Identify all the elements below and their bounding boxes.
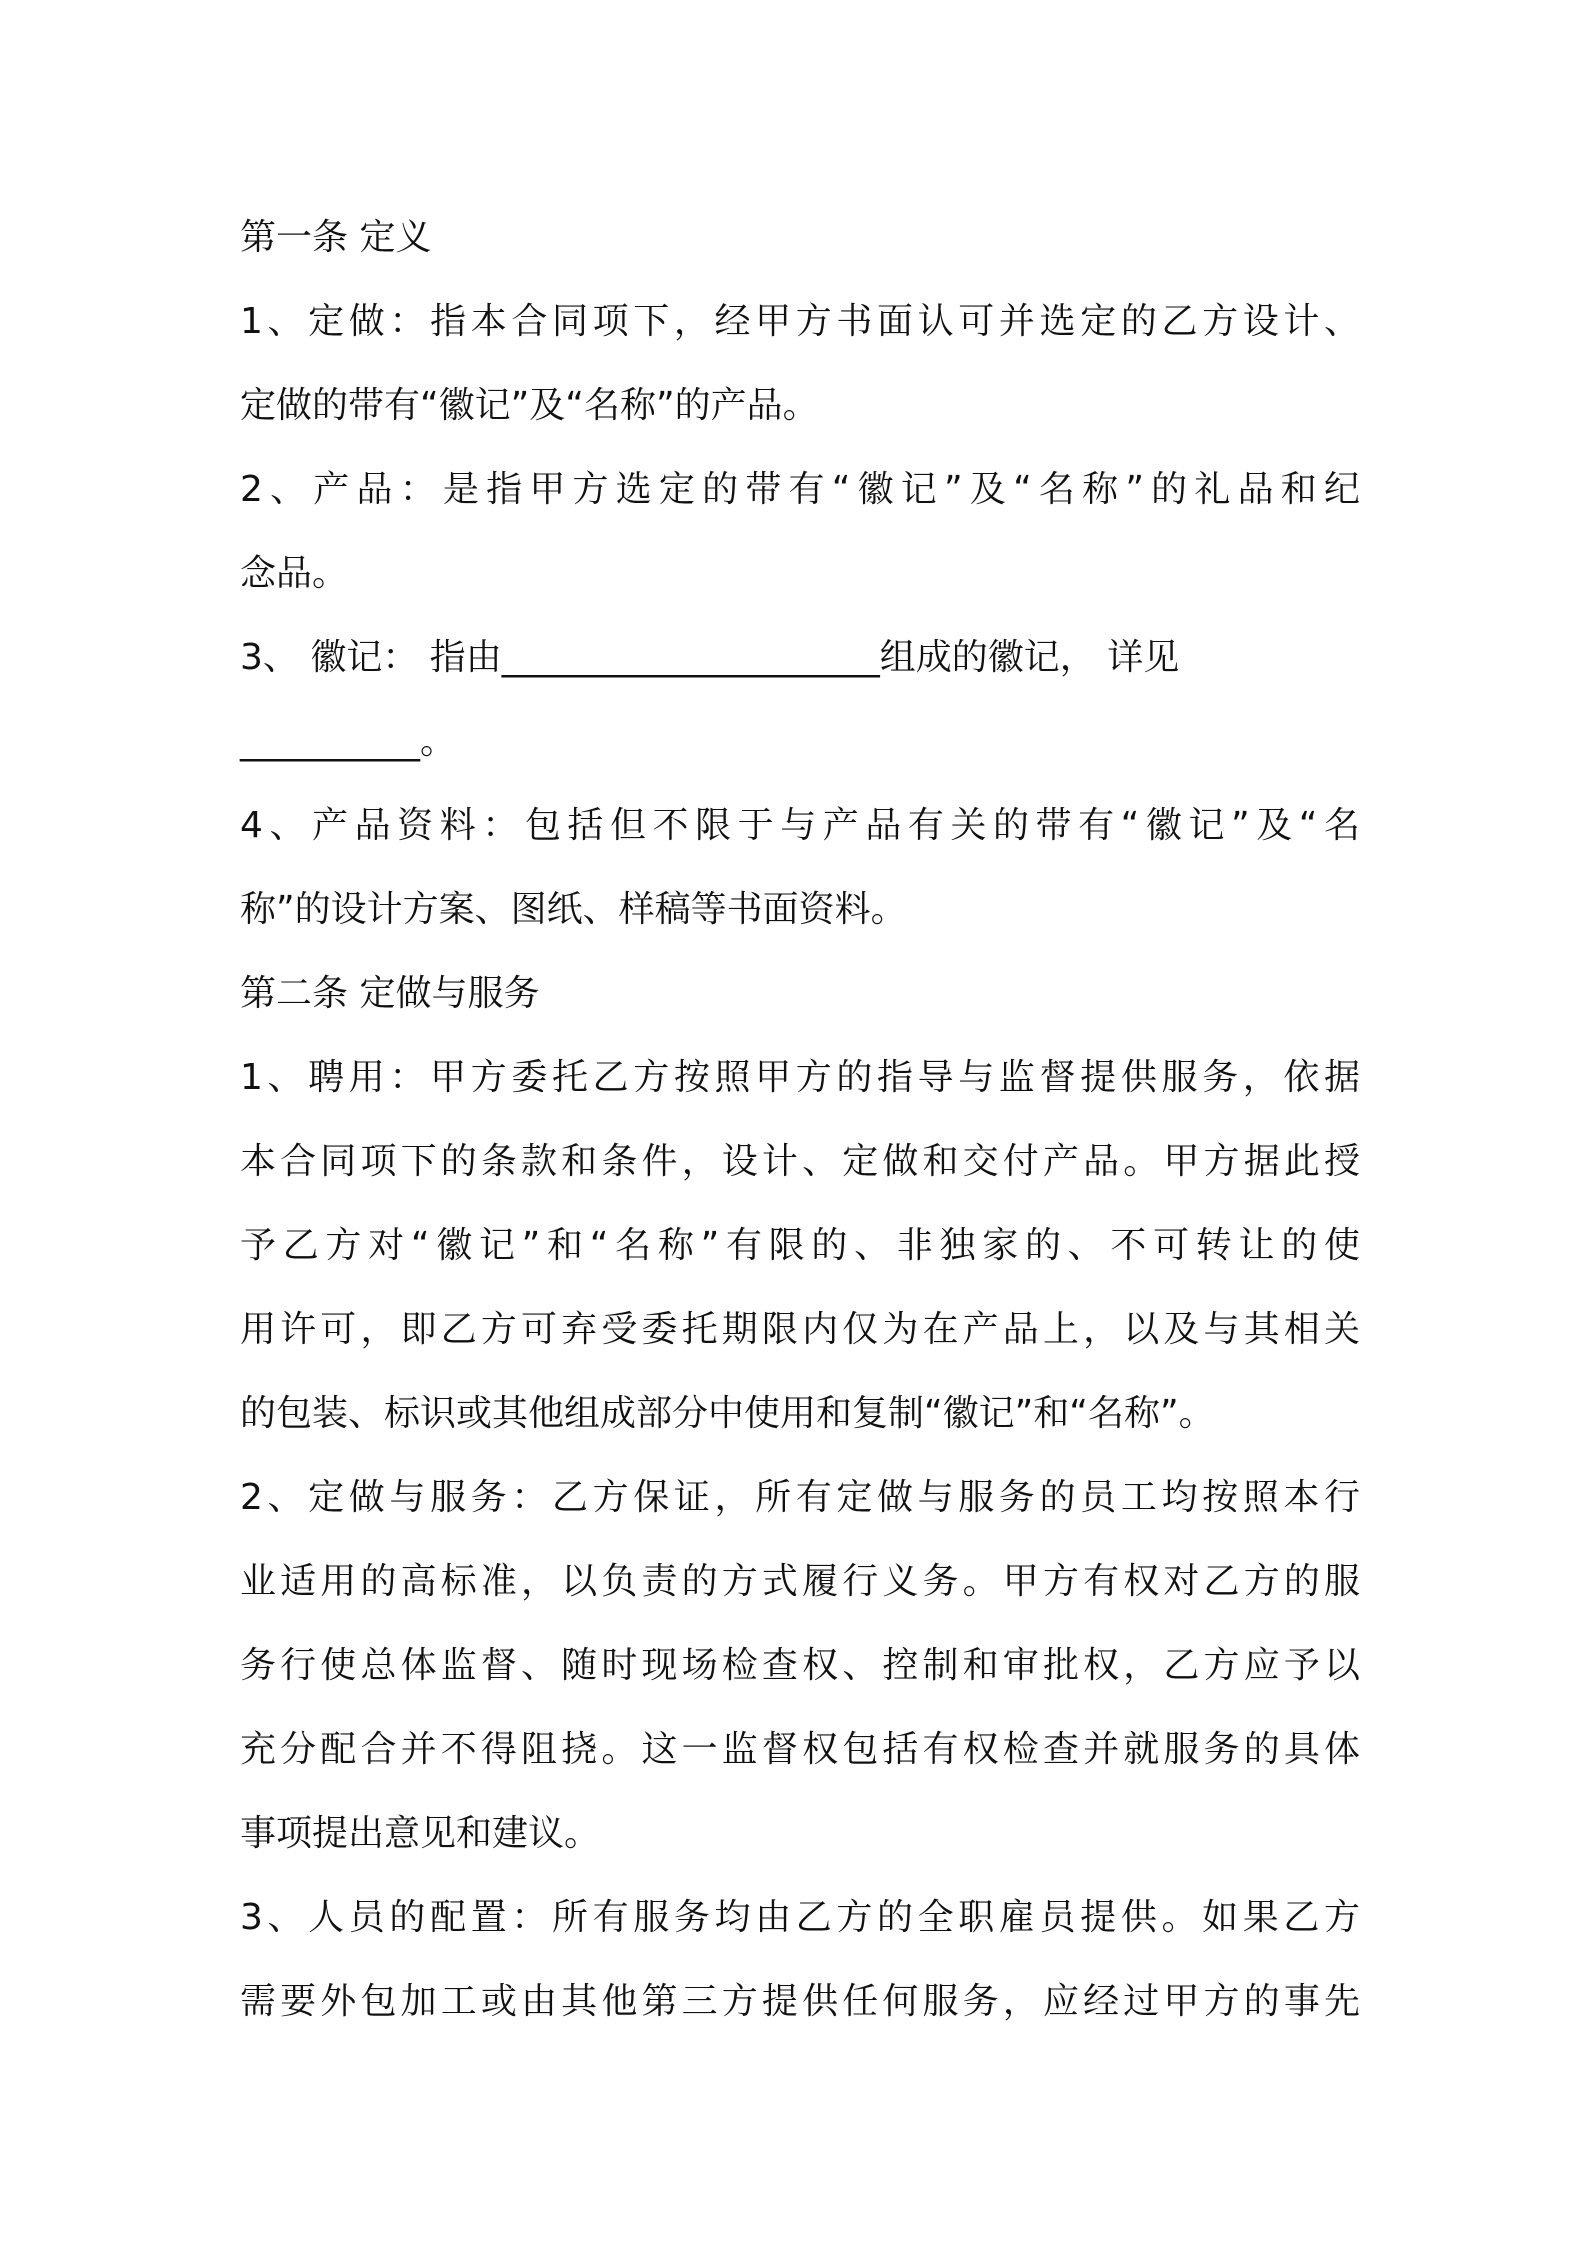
paragraph-line: 3、 徽记： 指由_____________________组成的徽记， 详见 <box>240 637 1180 678</box>
paragraph-line: 充分配合并不得阻挠。这一监督权包括有权检查并就服务的具体 <box>240 1729 1360 1770</box>
article-1-heading: 第一条 定义 <box>240 217 432 258</box>
paragraph-line: 需要外包加工或由其他第三方提供任何服务，应经过甲方的事先 <box>240 1981 1360 2022</box>
paragraph-line: 定做的带有“徽记”及“名称”的产品。 <box>240 385 819 426</box>
paragraph-line: 2、产品：是指甲方选定的带有“徽记”及“名称”的礼品和纪 <box>240 469 1360 510</box>
paragraph-line: 事项提出意见和建议。 <box>240 1813 601 1854</box>
document-body <box>240 196 1360 2044</box>
paragraph-line: 3、人员的配置：所有服务均由乙方的全职雇员提供。如果乙方 <box>240 1897 1360 1938</box>
paragraph-line: 念品。 <box>240 553 349 594</box>
paragraph-line: 务行使总体监督、随时现场检查权、控制和审批权，乙方应予以 <box>240 1645 1360 1686</box>
paragraph-line: 1、聘用：甲方委托乙方按照甲方的指导与监督提供服务，依据 <box>240 1057 1360 1098</box>
paragraph-line: 予乙方对“徽记”和“名称”有限的、非独家的、不可转让的使 <box>240 1225 1360 1266</box>
paragraph-line: 本合同项下的条款和条件，设计、定做和交付产品。甲方据此授 <box>240 1141 1360 1182</box>
paragraph-line: 4、产品资料：包括但不限于与产品有关的带有“徽记”及“名 <box>240 805 1360 846</box>
paragraph-line: 1、定做：指本合同项下，经甲方书面认可并选定的乙方设计、 <box>240 301 1360 342</box>
paragraph-line: __________。 <box>240 721 457 762</box>
paragraph-line: 业适用的高标准，以负责的方式履行义务。甲方有权对乙方的服 <box>240 1561 1360 1602</box>
article-2-heading: 第二条 定做与服务 <box>240 973 540 1014</box>
paragraph-line: 的包装、标识或其他组成部分中使用和复制“徽记”和“名称”。 <box>240 1393 1215 1434</box>
paragraph-line: 称”的设计方案、图纸、样稿等书面资料。 <box>240 889 907 930</box>
paragraph-line: 用许可，即乙方可弃受委托期限内仅为在产品上，以及与其相关 <box>240 1309 1360 1350</box>
paragraph-line: 2、定做与服务：乙方保证，所有定做与服务的员工均按照本行 <box>240 1477 1360 1518</box>
